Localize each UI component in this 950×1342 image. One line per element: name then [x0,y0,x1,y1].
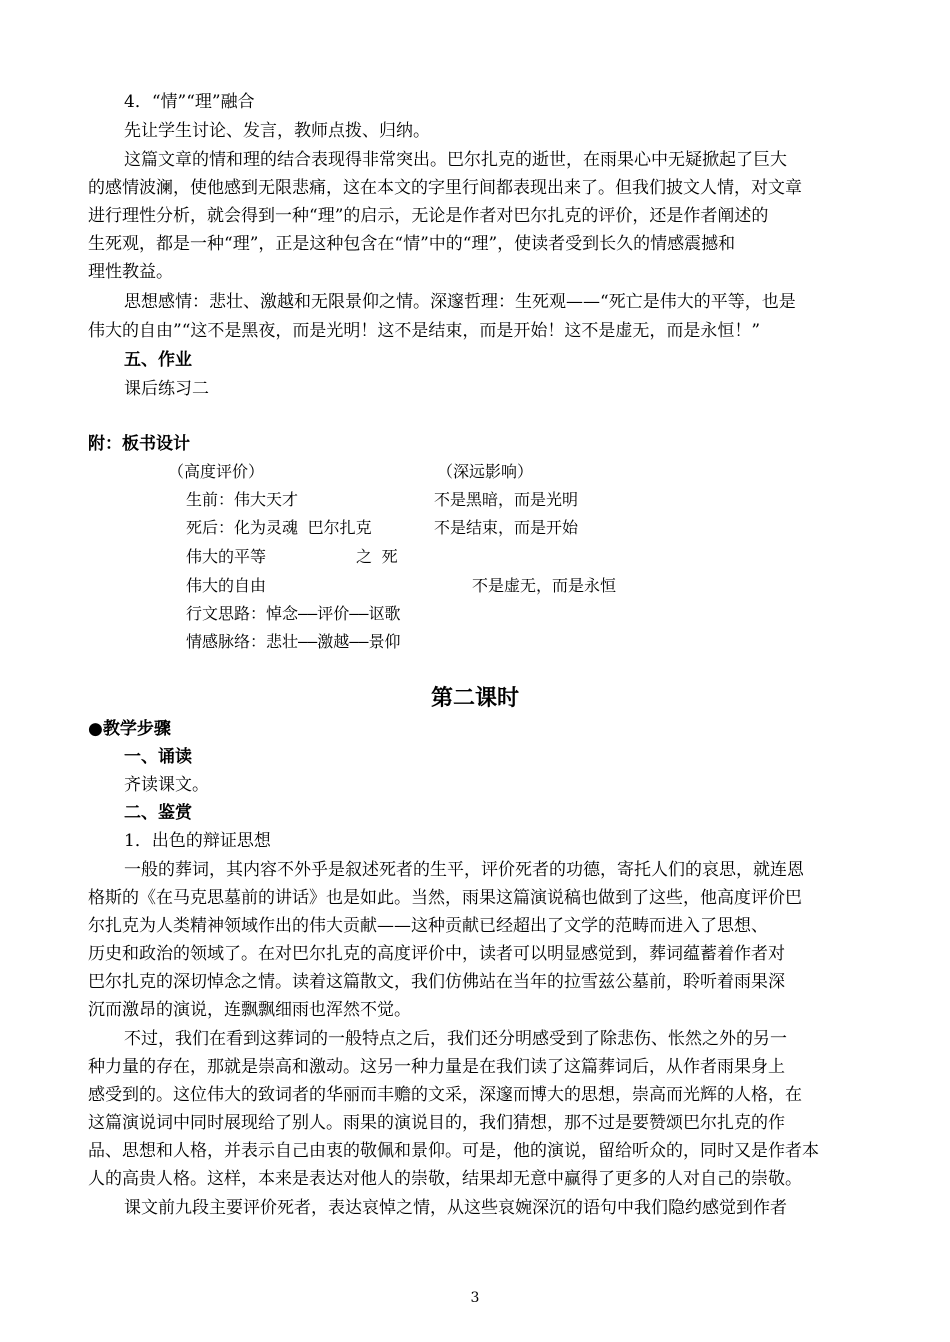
board-row2-left: 死后：化为灵魂 巴尔扎克 [186,518,372,537]
steps-heading: ●教学步骤 [88,719,171,739]
homework-heading: 五、作业 [124,350,192,370]
board-row4-right: 不是虚无，而是永恒 [472,576,617,595]
board-row5: 行文思路：悼念——评价——讴歌 [186,604,401,623]
board-row2-right: 不是结束，而是开始 [434,518,579,537]
board-heading: 附：板书设计 [88,434,190,454]
board-col2-head: （深远影响） [437,462,534,481]
lesson2-title: 第二课时 [430,686,519,711]
step2-subheading: 1．出色的辩证思想 [124,831,271,851]
board-col1-head: （高度评价） [168,462,265,481]
board-row6: 情感脉络：悲壮——激越——景仰 [186,632,401,651]
board-row3-mid: 之 死 [356,547,398,566]
page-number: 3 [470,1290,480,1306]
step2-heading: 二、鉴赏 [124,803,192,823]
board-row3-left: 伟大的平等 [186,547,267,566]
section4-intro: 先让学生讨论、发言，教师点拨、归纳。 [124,121,430,141]
document-page: 4．“情”“理”融合 先让学生讨论、发言，教师点拨、归纳。 这篇文章的情和理的结合表现得非常突出。巴尔扎克的逝世，在雨果心中无疑掀起了巨大 的感情波澜，使他感到无限悲痛，这在本文的字里行间都表现出来了。但我们披文人情，对文章 进行理性分析，就会得到一种“理”的启示，无论是作者对巴尔扎克的评价，还是作者阐述的 生死观，都是一种“理”，正是这种包含在“情”中的“理”，使读者受到长久的情感震撼和 理性教益。 思想感情：悲壮、激越和无限景仰之情。深邃哲理：生死观——“死亡是伟大的平等，也是 伟大的自由”“这不是黑夜，而是光明！这不是结束，而是开始！这不是虚无，而是永恒！” 五、作业 课后练习二 附：板书设计 （高度评价） （深远影响） 生前：伟大天才 不是黑暗，而是光明 死后：化为灵魂 巴尔扎克 不是结束，而是开始 伟大的平等 之 死 伟大的自由 不是虚无，而是永恒 行文思路：悼念——评价——讴歌 情感脉络：悲壮——激越——景仰 第二课时 ●教学步骤 一、诵读 齐读课文。 二、鉴赏 1．出色的辩证思想 一般的葬词，其内容不外乎是叙述死者的生平，评价死者的功德，寄托人们的哀思，就连恩 格斯的《在马克思墓前的讲话》也是如此。当然，雨果这篇演说稿也做到了这些，他高度评价巴 尔扎克为人类精神领域作出的伟大贡献——这种贡献已经超出了文学的范畴而进入了思想、 历史和政治的领域了。在对巴尔扎克的高度评价中，读者可以明显感觉到，葬词蕴蓄着作者对 巴尔扎克的深切悼念之情。读着这篇散文，我们仿佛站在当年的拉雪兹公墓前，聆听着雨果深 沉而激昂的演说，连飘飘细雨也浑然不觉。 不过，我们在看到这葬词的一般特点之后，我们还分明感受到了除悲伤、怅然之外的另一 种力量的存在，那就是崇高和激动。这另一种力量是在我们读了这篇葬词后，从作者雨果身上 感受到的。这位伟大的致词者的华丽而丰赡的文采，深邃而博大的思想，崇高而光辉的人格，在 这篇演说词中同时展现给了别人。雨果的演说目的，我们猜想，那不过是要赞颂巴尔扎克的作 品、思想和人格，并表示自己由衷的敬佩和景仰。可是，他的演说，留给听众的，同时又是作者本 人的高贵人格。这样，本来是表达对他人的崇敬，结果却无意中赢得了更多的人对自己的崇敬。 课文前九段主要评价死者，表达哀悼之情，从这些哀婉深沉的语句中我们隐约感觉到作者 3 [0,0,950,1342]
homework-text: 课后练习二 [124,379,209,399]
board-row4-left: 伟大的自由 [186,576,267,595]
section4-heading: 4．“情”“理”融合 [124,92,255,112]
step1-heading: 一、诵读 [124,747,192,767]
board-row1-right: 不是黑暗，而是光明 [434,490,579,509]
board-row1-left: 生前：伟大天才 [186,490,299,509]
step1-text: 齐读课文。 [124,775,209,795]
